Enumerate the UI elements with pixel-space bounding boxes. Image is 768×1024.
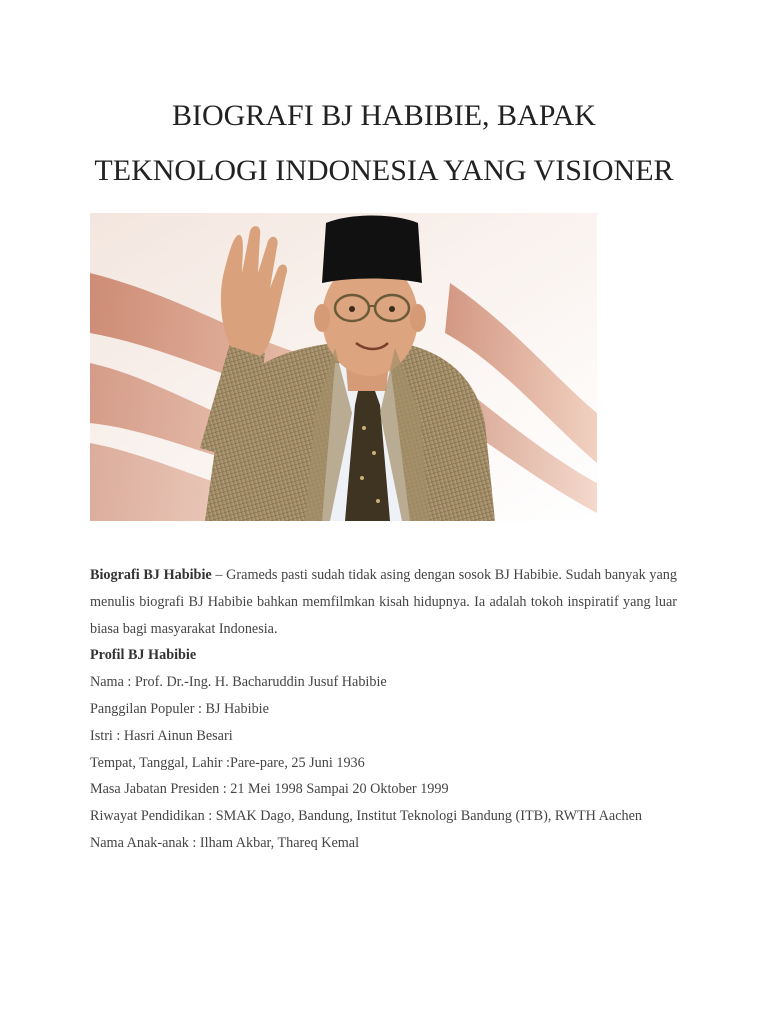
profile-item-education: Riwayat Pendidikan : SMAK Dago, Bandung, Institut Teknologi Bandung (ITB), RWTH Aachen bbox=[90, 808, 642, 825]
document-title bbox=[60, 88, 708, 198]
profile-item-name: Nama : Prof. Dr.-Ing. H. Bacharuddin Jusuf Habibie bbox=[90, 674, 387, 691]
title-line-2: TEKNOLOGI INDONESIA YANG VISIONER bbox=[94, 154, 674, 187]
portrait-photo bbox=[90, 213, 597, 521]
profile-item-children: Nama Anak-anak : Ilham Akbar, Thareq Kemal bbox=[90, 834, 360, 851]
intro-text: – Grameds pasti sudah tidak asing dengan sosok BJ Habibie. Sudah banyak yang menulis biografi BJ Habibie bahkan memfilmkan kisah hidupnya. Ia adalah tokoh inspiratif yang luar biasa bagi masyarakat Indonesia. bbox=[90, 567, 677, 637]
profile-item-nickname: Panggilan Populer : BJ Habibie bbox=[90, 700, 269, 717]
profile-heading: Profil BJ Habibie bbox=[90, 647, 197, 664]
article-body bbox=[90, 562, 677, 857]
intro-bold-lead: Biografi BJ Habibie bbox=[90, 567, 212, 583]
profile-item-term: Masa Jabatan Presiden : 21 Mei 1998 Sampai 20 Oktober 1999 bbox=[90, 781, 449, 798]
profile-item-wife: Istri : Hasri Ainun Besari bbox=[90, 727, 233, 744]
title-line-1: BIOGRAFI BJ HABIBIE, BAPAK bbox=[172, 99, 596, 132]
intro-paragraph bbox=[90, 562, 677, 642]
profile-item-birth: Tempat, Tanggal, Lahir :Pare-pare, 25 Juni 1936 bbox=[90, 754, 365, 771]
